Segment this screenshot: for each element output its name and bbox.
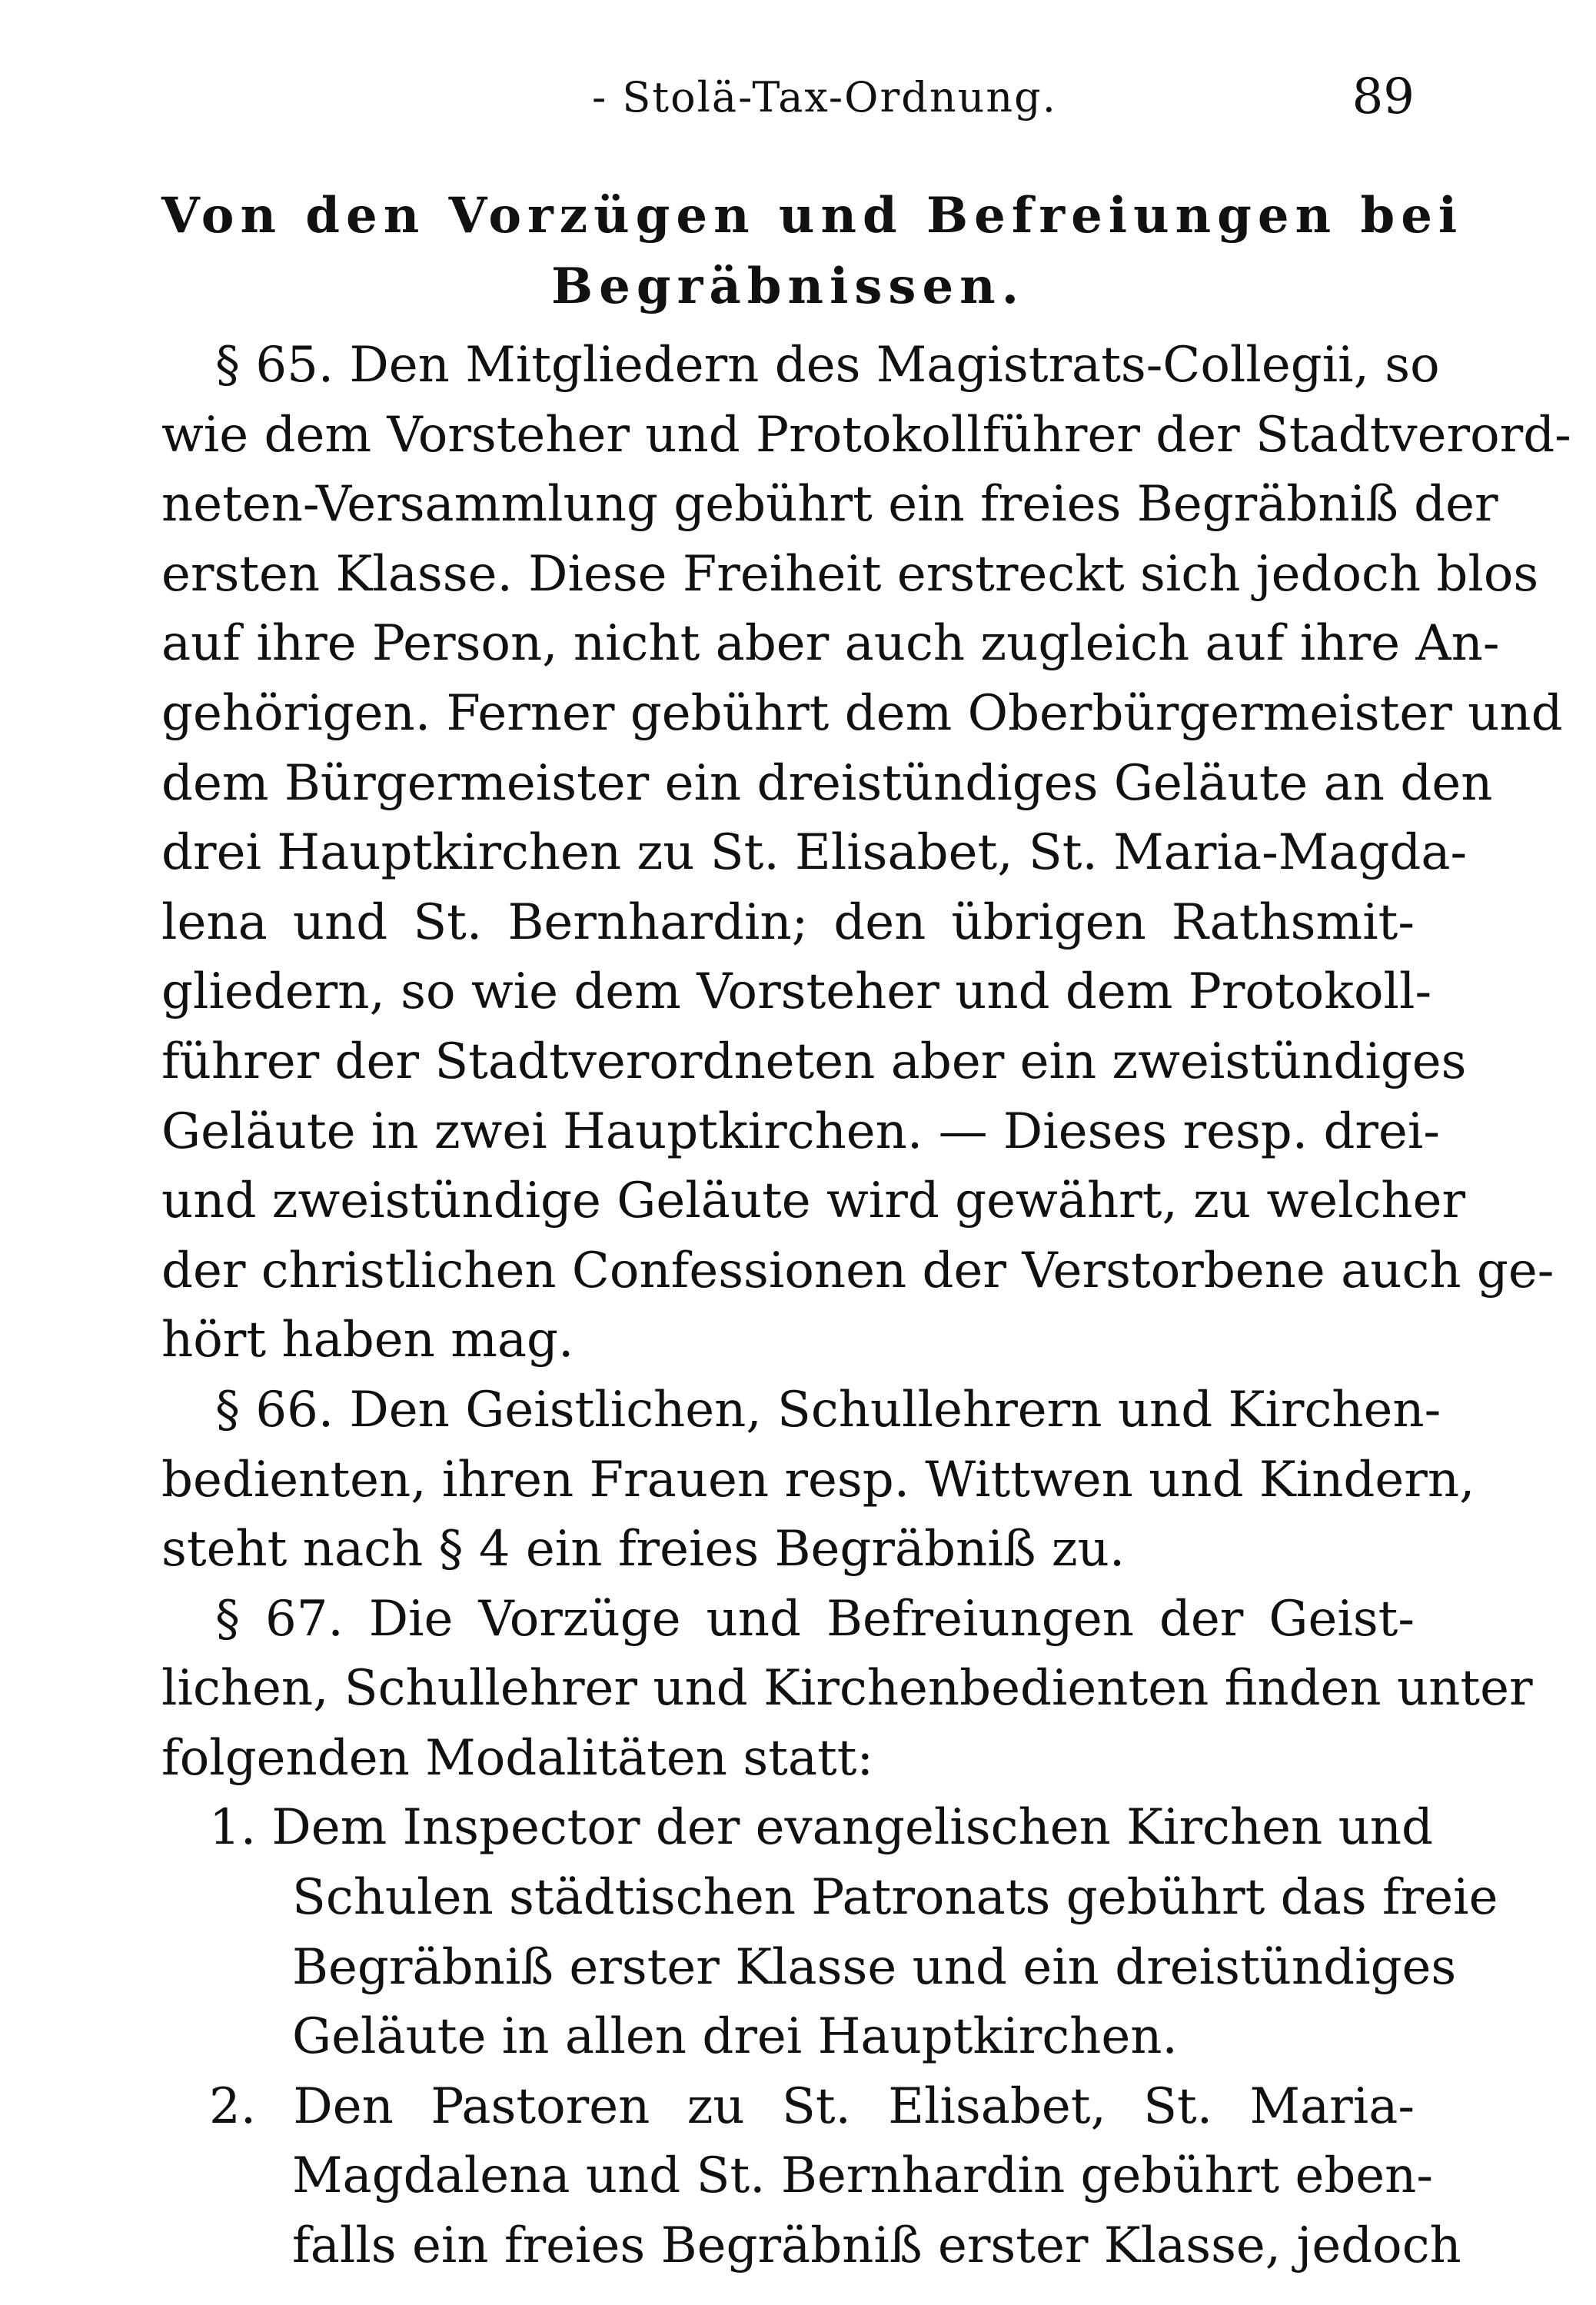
text-line: führer der Stadtverordneten aber ein zweistündiges (161, 1033, 1467, 1090)
text-line: steht nach § 4 ein freies Begräbniß zu. (161, 1521, 1126, 1578)
text-line: § 66. Den Geistlichen, Schullehrern und Kirchen- (215, 1381, 1441, 1439)
section-heading (161, 181, 1464, 322)
text-line: lena und St. Bernhardin; den übrigen Rathsmit- (161, 893, 1415, 951)
text-line: lichen, Schullehrer und Kirchenbedienten finden unter (161, 1660, 1533, 1718)
text-line: wie dem Vorsteher und Protokollführer der Stadtverord- (161, 406, 1571, 464)
text-line: Geläute in zwei Hauptkirchen. — Dieses resp. drei- (161, 1103, 1440, 1160)
text-line: ersten Klasse. Diese Freiheit erstreckt sich jedoch blos (161, 545, 1539, 603)
section-heading-line-1: Von den Vorzügen und Befreiungen bei (161, 187, 1464, 244)
text-line: und zweistündige Geläute wird gewährt, zu welcher (161, 1172, 1466, 1230)
running-title: - Stolä-Tax-Ordnung. (592, 73, 1057, 121)
text-line: folgenden Modalitäten statt: (161, 1729, 874, 1787)
list-item-line: Geläute in allen drei Hauptkirchen. (292, 2008, 1178, 2066)
running-head (161, 68, 1415, 142)
text-line: neten-Versammlung gebührt ein freies Begräbniß der (161, 476, 1498, 534)
text-line: bedienten, ihren Frauen resp. Wittwen und Kindern, (161, 1451, 1475, 1508)
list-item-line: Schulen städtischen Patronats gebührt das freie (292, 1869, 1498, 1927)
text-line: der christlichen Confessionen der Verstorbene auch ge- (161, 1242, 1554, 1299)
section-heading-line-2: Begräbnissen. (551, 258, 1025, 315)
list-item-line: falls ein freies Begräbniß erster Klasse, jedoch (292, 2217, 1461, 2275)
body-text (161, 331, 1571, 2281)
text-line: hört haben mag. (161, 1312, 574, 1369)
list-item-line: 1. Dem Inspector der evangelischen Kirchen und (209, 1799, 1433, 1857)
text-line: gehörigen. Ferner gebührt dem Oberbürgermeister und (161, 684, 1563, 742)
list-item-line: 2. Den Pastoren zu St. Elisabet, St. Maria- (209, 2077, 1415, 2135)
page-number: 89 (1352, 68, 1415, 125)
text-line: auf ihre Person, nicht aber auch zugleich auf ihre An- (161, 615, 1500, 673)
text-line: § 65. Den Mitgliedern des Magistrats-Collegii, so (215, 337, 1440, 394)
text-line: gliedern, so wie dem Vorsteher und dem Protokoll- (161, 963, 1432, 1021)
text-line: § 67. Die Vorzüge und Befreiungen der Geist- (215, 1590, 1415, 1648)
list-item-line: Magdalena und St. Bernhardin gebührt eben- (292, 2147, 1433, 2205)
text-line: dem Bürgermeister ein dreistündiges Geläute an den (161, 754, 1493, 812)
text-line: drei Hauptkirchen zu St. Elisabet, St. Maria-Magda- (161, 824, 1468, 882)
list-item-line: Begräbniß erster Klasse und ein dreistündiges (292, 1938, 1457, 1996)
